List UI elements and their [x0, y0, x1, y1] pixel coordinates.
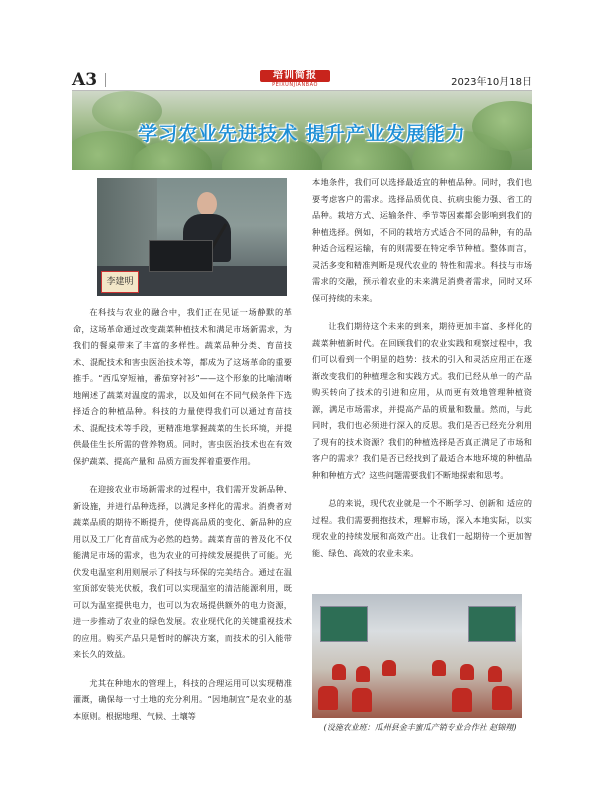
audience-seat [318, 686, 338, 710]
issue-date: 2023年10月18日 [451, 77, 532, 88]
page-number: A3 [72, 70, 98, 90]
article-column-right [312, 174, 532, 573]
masthead-subtitle: PEIXUNJIANBAO [272, 82, 318, 88]
name-tag: 李建明 [101, 271, 139, 293]
audience-seat [356, 666, 370, 682]
paragraph: 在迎接农业市场新需求的过程中，我们需开发新品种、新设施，并进行品种选择，以满足多样化的需求。消费者对蔬菜品质的期待不断提升，使得高品质的变化、新品种的应用以及工厂化育苗成为必然的趋势。蔬菜育苗的普及化不仅能满足市场的需求，也为农业的可持续发展提供了可能。光伏发电温室利用则展示了科技与环保的完美结合。通过在温室顶部安装光伏板，我们可以实现温室的清洁能源利用，既可以为温室提供电力，也可以为农场提供额外的电力资源，进一步推动了农业的绿色发展。农业现代化的关键重视技术的应用。购买产品只是暂时的解决方案，而技术的引入能带来长久的效益。 [73, 484, 292, 659]
paragraph: 本地条件，我们可以选择最适宜的种植品种。同时，我们也要考虑客户的需求。选择品质优良、抗病虫能力强、省工的品种。栽培方式、运输条件、季节等因素都会影响到我们的种植选择。例如，不同的栽培方式适合不同的品种，有的品种适合远程运输，有的则需要在特定季节种植。整体而言，灵活多变和精准判断是现代农业的 特性和需求。科技与市场需求的交融，预示着农业的未来满足消费者需求，同时又环保可持续的未来。 [312, 177, 532, 303]
audience-seat [332, 664, 346, 680]
masthead [260, 70, 330, 90]
projection-screen [320, 606, 368, 642]
page-header [72, 70, 532, 90]
masthead-title: 培训简报 [260, 70, 330, 82]
speaker-photo [97, 178, 287, 296]
photo-caption: (设施农业班：瓜州县金丰蜜瓜产销专业合作社 赵锦翔) [323, 723, 517, 732]
article-column-left [73, 304, 292, 736]
audience-seat [352, 688, 372, 712]
article-title: 学习农业先进技术 提升产业发展能力 [138, 123, 466, 145]
paragraph: 在科技与农业的融合中，我们正在见证一场静默的革命，这场革命通过改变蔬菜种植技术和满足市场新需求，为我们的餐桌带来了丰富的多样性。蔬菜品种分类、育苗技术、混配技术和害虫医治技术等，都成为了这场革命的重要推手。“西瓜穿短袖，番茄穿衬衫”——这个形象的比喻清晰地阐述了蔬菜对温度的需求，以及如何在不同气候条件下选择适合的种植品种。科技的力量使得我们可以通过育苗技术、混配技术等手段，更精准地掌握蔬菜的生长环境，并提供最佳生长所需的营养物质。同时，害虫医治技术也在有效保护蔬菜、提高产量和 品质方面发挥着重要作用。 [73, 307, 292, 466]
paragraph: 总的来说，现代农业就是一个不断学习、创新和 适应的过程。我们需要拥抱技术，理解市场，深入本地实际，以实现农业的持续发展和高效产出。让我们一起期待一个更加智能、绿色、高效的农业未来。 [312, 498, 532, 558]
audience-seat [460, 664, 474, 680]
audience-seat [382, 660, 396, 676]
paragraph: 尤其在种地水的管理上，科技的合理运用可以实现精准灌溉，确保每一寸土地的充分利用。“因地制宜”是农业的基本原则。根据地理、气候、土壤等 [73, 677, 292, 721]
paragraph: 让我们期待这个未来的到来，期待更加丰富、多样化的蔬菜种植新时代。在回顾我们的农业实践和观察过程中，我们可以看到一个明显的趋势：技术的引入和灵活应用正在逐渐改变我们的种植理念和实践方式。我们已经从单一的产品购买转向了技术的引进和应用，从而更有效地管理种植资源，满足市场需求，并提高产品的质量和数量。然而，与此同时，我们也必须进行深入的反思。我们是否已经充分利用了现有的技术资源？我们的种植选择是否真正满足了市场和客户的需求？我们是否已经找到了最适合本地环境的种植品种和种植方式？这些问题需要我们不断地探索和思考。 [312, 321, 532, 480]
classroom-photo [312, 594, 522, 718]
projection-screen [468, 606, 516, 642]
laptop [149, 240, 213, 272]
audience-seat [492, 686, 512, 710]
audience-seat [432, 660, 446, 676]
speaker-head [197, 192, 217, 216]
audience-seat [452, 688, 472, 712]
header-divider [105, 73, 106, 87]
audience-seat [488, 666, 502, 682]
title-banner [72, 91, 532, 170]
